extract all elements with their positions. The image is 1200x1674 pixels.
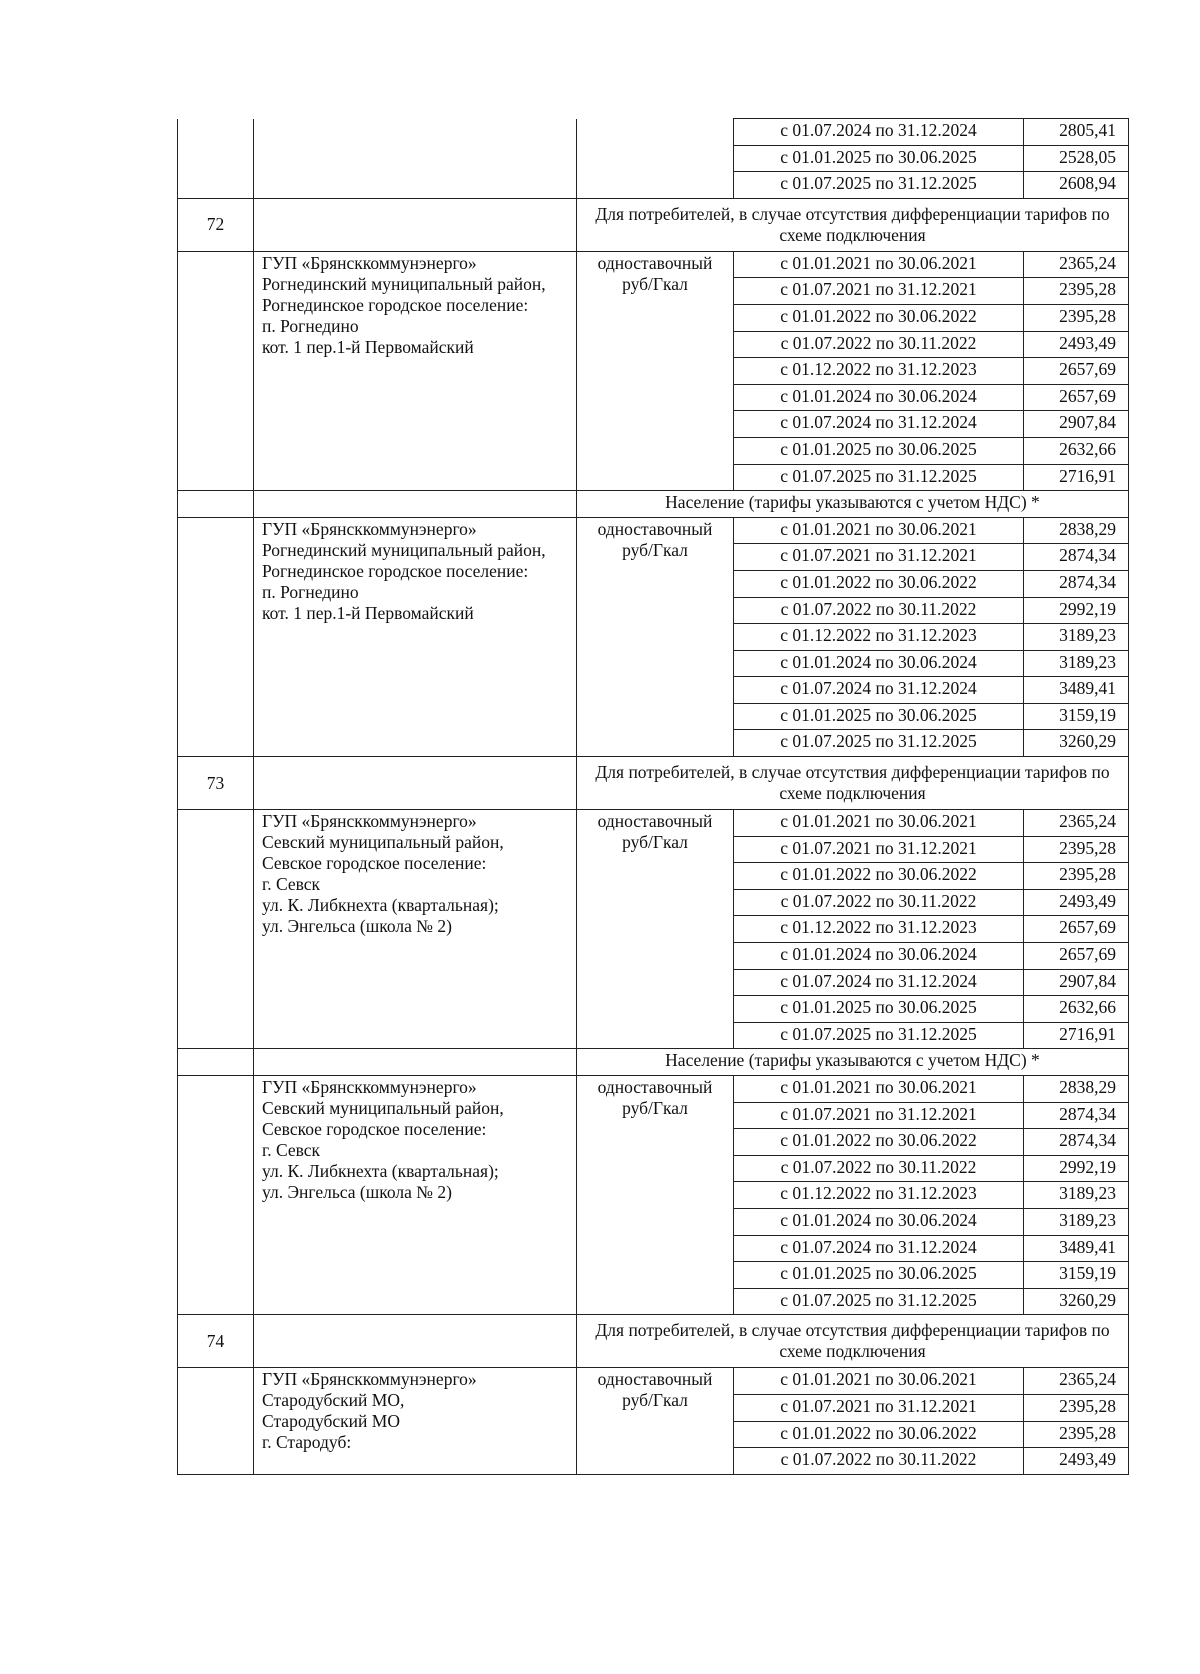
period-cell: с 01.07.2025 по 31.12.2025	[734, 464, 1024, 491]
period-cell: с 01.01.2025 по 30.06.2025	[734, 437, 1024, 464]
blank-cell	[254, 198, 577, 251]
population-heading: Население (тарифы указываются с учетом НДС) *	[577, 491, 1129, 518]
period-cell: с 01.07.2025 по 31.12.2025	[734, 172, 1024, 199]
rate-value-cell: 2395,28	[1024, 1421, 1129, 1448]
tariff-type-cell: одноставочный руб/Гкал	[577, 1076, 734, 1315]
org-cell	[254, 119, 577, 199]
rate-value-cell: 2716,91	[1024, 1022, 1129, 1049]
rate-value-cell: 2493,49	[1024, 889, 1129, 916]
tariff-type-cell: одноставочный руб/Гкал	[577, 251, 734, 490]
organization-cell: ГУП «Брянсккоммунэнерго» Севский муниципальный район, Севское городское поселение: г. Севск ул. К. Либкнехта (квартальная); ул. Энгельса (школа № 2)	[254, 1076, 577, 1315]
rate-value-cell: 2395,28	[1024, 278, 1129, 305]
section-heading: Для потребителей, в случае отсутствия дифференциации тарифов по схеме подключения	[577, 1315, 1129, 1368]
rate-row	[178, 251, 1129, 278]
period-cell: с 01.07.2022 по 30.11.2022	[734, 1448, 1024, 1475]
rate-value-cell: 2365,24	[1024, 251, 1129, 278]
rate-value-cell: 2395,28	[1024, 304, 1129, 331]
rate-value-cell: 3260,29	[1024, 1288, 1129, 1315]
rate-value-cell: 2992,19	[1024, 1155, 1129, 1182]
tariff-type-cell: одноставочный руб/Гкал	[577, 517, 734, 756]
rate-value-cell: 3489,41	[1024, 677, 1129, 704]
blank-cell	[254, 491, 577, 518]
number-cell	[178, 1076, 254, 1315]
organization-cell: ГУП «Брянсккоммунэнерго» Рогнединский муниципальный район, Рогнединское городское поселение: п. Рогнедино кот. 1 пер.1-й Первомайский	[254, 251, 577, 490]
section-heading-row	[178, 198, 1129, 251]
rate-value-cell: 2657,69	[1024, 943, 1129, 970]
section-heading: Для потребителей, в случае отсутствия дифференциации тарифов по схеме подключения	[577, 198, 1129, 251]
population-heading: Население (тарифы указываются с учетом НДС) *	[577, 1049, 1129, 1076]
period-cell: с 01.07.2025 по 31.12.2025	[734, 1022, 1024, 1049]
period-cell: с 01.07.2024 по 31.12.2024	[734, 411, 1024, 438]
period-cell: с 01.01.2021 по 30.06.2021	[734, 1368, 1024, 1395]
period-cell: с 01.01.2024 по 30.06.2024	[734, 650, 1024, 677]
number-cell	[178, 1368, 254, 1474]
tariff-table	[177, 118, 1129, 1475]
period-cell: с 01.01.2022 по 30.06.2022	[734, 1421, 1024, 1448]
rate-value-cell: 2365,24	[1024, 810, 1129, 837]
tariff-type-cell	[577, 119, 734, 199]
period-cell: с 01.01.2024 по 30.06.2024	[734, 384, 1024, 411]
period-cell: с 01.07.2022 по 30.11.2022	[734, 331, 1024, 358]
period-cell: с 01.07.2021 по 31.12.2021	[734, 1394, 1024, 1421]
period-cell: с 01.07.2021 по 31.12.2021	[734, 836, 1024, 863]
rate-value-cell: 2395,28	[1024, 836, 1129, 863]
period-cell: с 01.01.2021 по 30.06.2021	[734, 517, 1024, 544]
period-cell: с 01.07.2022 по 30.11.2022	[734, 889, 1024, 916]
period-cell: с 01.01.2021 по 30.06.2021	[734, 251, 1024, 278]
period-cell: с 01.07.2024 по 31.12.2024	[734, 1235, 1024, 1262]
period-cell: с 01.07.2024 по 31.12.2024	[734, 119, 1024, 146]
rate-row	[178, 810, 1129, 837]
period-cell: с 01.07.2022 по 30.11.2022	[734, 597, 1024, 624]
number-cell	[178, 810, 254, 1049]
rate-row	[178, 1076, 1129, 1103]
section-heading: Для потребителей, в случае отсутствия дифференциации тарифов по схеме подключения	[577, 757, 1129, 810]
organization-cell: ГУП «Брянсккоммунэнерго» Рогнединский муниципальный район, Рогнединское городское поселение: п. Рогнедино кот. 1 пер.1-й Первомайский	[254, 517, 577, 756]
period-cell: с 01.01.2025 по 30.06.2025	[734, 703, 1024, 730]
rate-row	[178, 1368, 1129, 1395]
rate-value-cell: 2657,69	[1024, 916, 1129, 943]
rate-value-cell: 2838,29	[1024, 1076, 1129, 1103]
rate-value-cell: 2992,19	[1024, 597, 1129, 624]
population-heading-row	[178, 491, 1129, 518]
rate-value-cell: 2874,34	[1024, 1129, 1129, 1156]
rate-value-cell: 2838,29	[1024, 517, 1129, 544]
entry-number: 74	[178, 1315, 254, 1368]
blank-cell	[178, 491, 254, 518]
entry-number: 72	[178, 198, 254, 251]
rate-value-cell: 3159,19	[1024, 703, 1129, 730]
period-cell: с 01.01.2025 по 30.06.2025	[734, 996, 1024, 1023]
period-cell: с 01.07.2024 по 31.12.2024	[734, 969, 1024, 996]
blank-cell	[254, 1049, 577, 1076]
period-cell: с 01.12.2022 по 31.12.2023	[734, 358, 1024, 385]
number-cell	[178, 251, 254, 490]
period-cell: с 01.07.2025 по 31.12.2025	[734, 1288, 1024, 1315]
section-heading-row	[178, 757, 1129, 810]
rate-value-cell: 2395,28	[1024, 863, 1129, 890]
rate-value-cell: 3260,29	[1024, 730, 1129, 757]
period-cell: с 01.01.2022 по 30.06.2022	[734, 304, 1024, 331]
rate-value-cell: 2528,05	[1024, 145, 1129, 172]
rate-value-cell: 2365,24	[1024, 1368, 1129, 1395]
rate-value-cell: 3189,23	[1024, 650, 1129, 677]
period-cell: с 01.12.2022 по 31.12.2023	[734, 1182, 1024, 1209]
rate-row	[178, 119, 1129, 146]
rate-value-cell: 2874,34	[1024, 570, 1129, 597]
period-cell: с 01.01.2022 по 30.06.2022	[734, 570, 1024, 597]
rate-value-cell: 2608,94	[1024, 172, 1129, 199]
period-cell: с 01.12.2022 по 31.12.2023	[734, 916, 1024, 943]
organization-cell: ГУП «Брянсккоммунэнерго» Стародубский МО, Стародубский МО г. Стародуб:	[254, 1368, 577, 1474]
population-heading-row	[178, 1049, 1129, 1076]
rate-value-cell: 2632,66	[1024, 996, 1129, 1023]
period-cell: с 01.01.2024 по 30.06.2024	[734, 1208, 1024, 1235]
period-cell: с 01.01.2025 по 30.06.2025	[734, 145, 1024, 172]
period-cell: с 01.01.2025 по 30.06.2025	[734, 1262, 1024, 1289]
period-cell: с 01.07.2024 по 31.12.2024	[734, 677, 1024, 704]
period-cell: с 01.01.2024 по 30.06.2024	[734, 943, 1024, 970]
number-cell	[178, 517, 254, 756]
period-cell: с 01.01.2022 по 30.06.2022	[734, 863, 1024, 890]
rate-value-cell: 3189,23	[1024, 624, 1129, 651]
period-cell: с 01.07.2021 по 31.12.2021	[734, 1102, 1024, 1129]
period-cell: с 01.01.2021 по 30.06.2021	[734, 810, 1024, 837]
rate-value-cell: 2805,41	[1024, 119, 1129, 146]
rate-value-cell: 3189,23	[1024, 1208, 1129, 1235]
rate-value-cell: 2395,28	[1024, 1394, 1129, 1421]
rate-value-cell: 2657,69	[1024, 384, 1129, 411]
entry-number: 73	[178, 757, 254, 810]
period-cell: с 01.07.2022 по 30.11.2022	[734, 1155, 1024, 1182]
rate-row	[178, 517, 1129, 544]
blank-cell	[254, 757, 577, 810]
rate-value-cell: 2716,91	[1024, 464, 1129, 491]
rate-value-cell: 2493,49	[1024, 331, 1129, 358]
period-cell: с 01.07.2021 по 31.12.2021	[734, 544, 1024, 571]
tariff-type-cell: одноставочный руб/Гкал	[577, 810, 734, 1049]
period-cell: с 01.07.2021 по 31.12.2021	[734, 278, 1024, 305]
rate-value-cell: 2493,49	[1024, 1448, 1129, 1475]
rate-value-cell: 2657,69	[1024, 358, 1129, 385]
rate-value-cell: 2632,66	[1024, 437, 1129, 464]
rate-value-cell: 2907,84	[1024, 411, 1129, 438]
rate-value-cell: 2874,34	[1024, 544, 1129, 571]
rate-value-cell: 3489,41	[1024, 1235, 1129, 1262]
blank-cell	[178, 1049, 254, 1076]
number-cell	[178, 119, 254, 199]
section-heading-row	[178, 1315, 1129, 1368]
period-cell: с 01.12.2022 по 31.12.2023	[734, 624, 1024, 651]
period-cell: с 01.01.2022 по 30.06.2022	[734, 1129, 1024, 1156]
rate-value-cell: 3159,19	[1024, 1262, 1129, 1289]
rate-value-cell: 3189,23	[1024, 1182, 1129, 1209]
organization-cell: ГУП «Брянсккоммунэнерго» Севский муниципальный район, Севское городское поселение: г. Севск ул. К. Либкнехта (квартальная); ул. Энгельса (школа № 2)	[254, 810, 577, 1049]
rate-value-cell: 2907,84	[1024, 969, 1129, 996]
blank-cell	[254, 1315, 577, 1368]
period-cell: с 01.07.2025 по 31.12.2025	[734, 730, 1024, 757]
period-cell: с 01.01.2021 по 30.06.2021	[734, 1076, 1024, 1103]
rate-value-cell: 2874,34	[1024, 1102, 1129, 1129]
tariff-type-cell: одноставочный руб/Гкал	[577, 1368, 734, 1474]
